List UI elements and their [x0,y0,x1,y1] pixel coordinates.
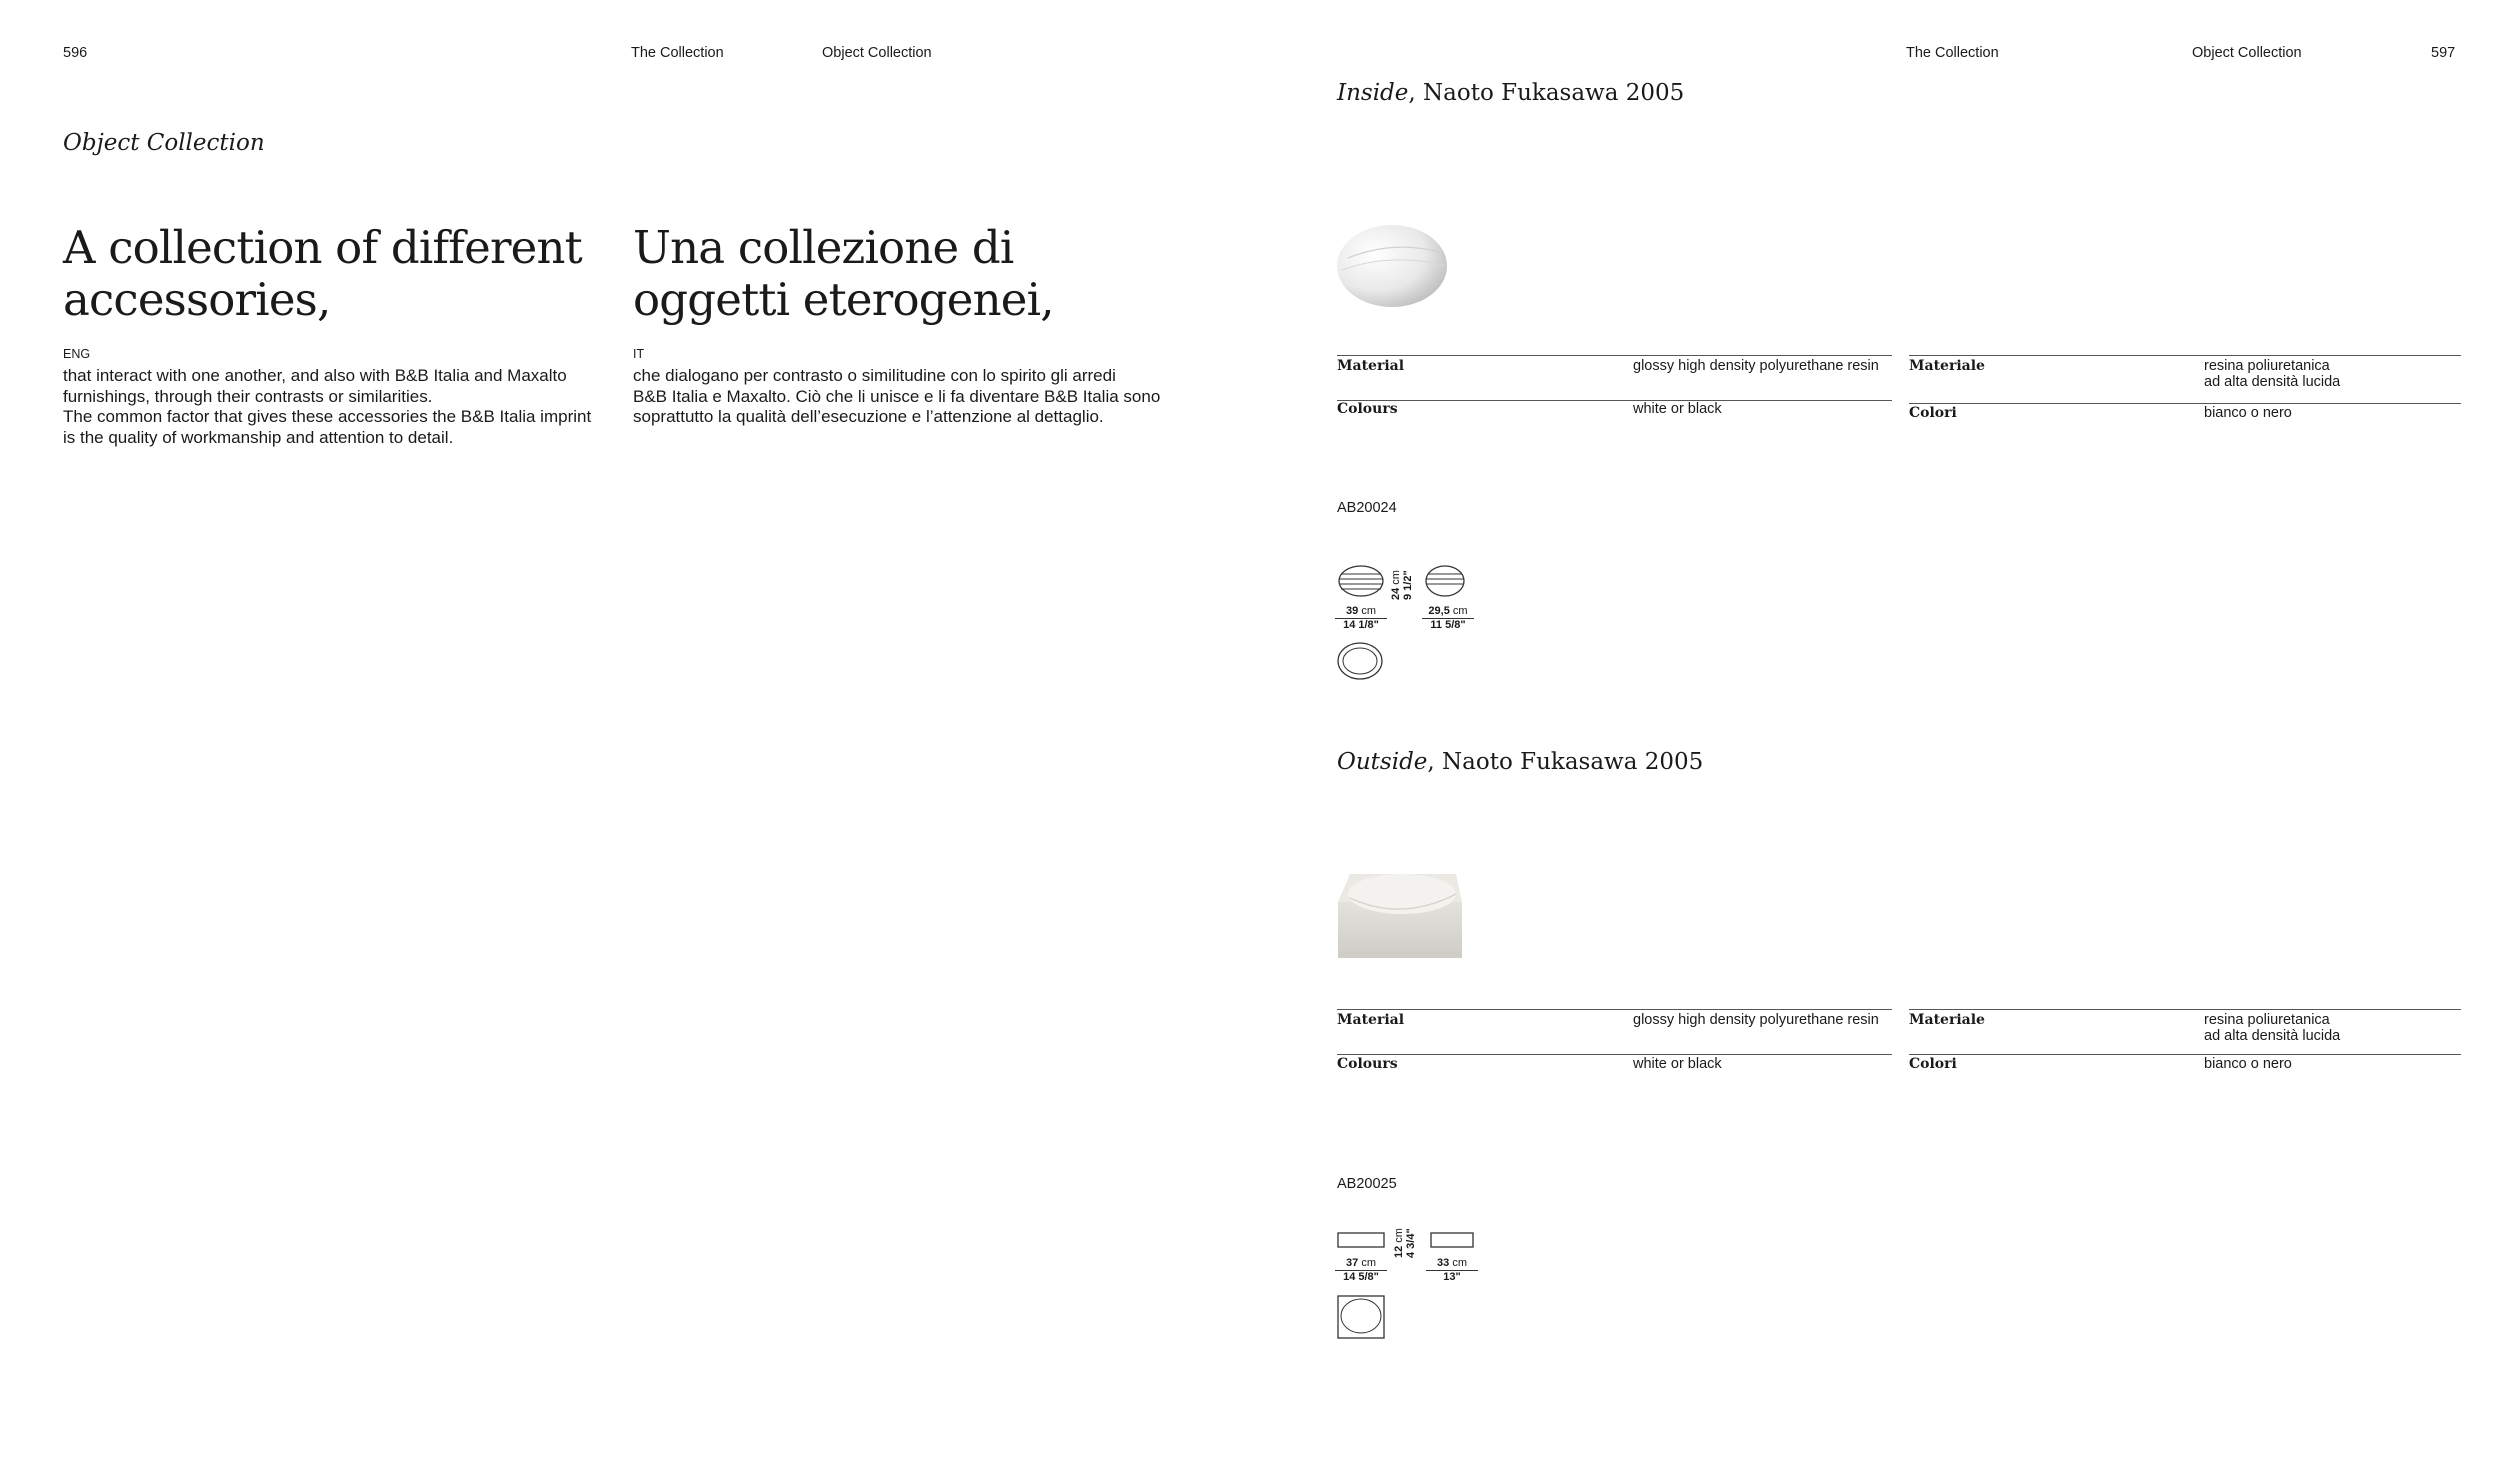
it-body-line3: soprattutto la qualità dell’esecuzione e l’attenzione al dettaglio. [633,407,1104,426]
section-label: Object Collection [63,130,265,156]
width-unit: cm [1361,605,1376,617]
colours-label: Colours [1337,401,1398,417]
materiale-value [2204,1012,2340,1044]
height-unit: cm [1390,570,1402,585]
product-title-inside [1337,80,1684,106]
height-cm: 24 [1390,587,1402,600]
width-in: 14 5/8" [1343,1271,1379,1283]
materiale-value-line2: ad alta densità lucida [2204,374,2341,390]
product-code: AB20024 [1337,500,1397,516]
depth-in: 13" [1443,1271,1461,1283]
materiale-value-line1: resina poliuretanica [2204,358,2330,374]
header-subsection-left: Object Collection [822,45,932,61]
it-body [633,366,1193,428]
it-heading-line1: Una collezione di [633,221,1014,274]
header-section-left: The Collection [631,45,724,61]
product-title-outside [1337,749,1703,775]
depth-cm: 33 [1437,1257,1450,1269]
front-view-drawing [1337,564,1385,603]
product-photo-outside [1336,872,1464,960]
materiale-value [2204,358,2340,390]
page-number-left: 596 [63,45,88,61]
height-cm: 12 [1393,1245,1405,1258]
side-view-drawing [1424,564,1466,603]
product-designer-year: , Naoto Fukasawa 2005 [1427,749,1704,775]
height-in: 9 1/2" [1402,570,1414,600]
material-value: glossy high density polyurethane resin [1633,358,1879,374]
product-designer-year: , Naoto Fukasawa 2005 [1408,80,1685,106]
top-view-drawing [1337,1295,1385,1344]
eng-lang-tag: ENG [63,347,91,361]
material-label: Material [1337,358,1405,374]
depth-dimension [1424,1257,1480,1283]
header-section-right: The Collection [1906,45,1999,61]
depth-unit: cm [1452,605,1468,617]
spec-rule [1909,1009,2461,1010]
spec-rule [1337,355,1892,356]
it-body-line2: B&B Italia e Maxalto. Ciò che li unisce e li fa diventare B&B Italia sono [633,386,1161,406]
page-number-right: 597 [2431,45,2456,61]
materiale-label: Materiale [1909,1012,1985,1028]
colori-label: Colori [1909,405,1957,421]
materiale-value-line2: ad alta densità lucida [2204,1028,2341,1044]
width-unit: cm [1361,1257,1376,1269]
height-in: 4 3/4" [1405,1228,1417,1258]
eng-body-line1: that interact with one another, and also with B&B Italia and Maxalto [63,366,567,385]
it-column [633,222,1173,326]
eng-body-line2: furnishings, through their contrasts or similarities. [63,386,433,406]
material-value: glossy high density polyurethane resin [1633,1012,1879,1028]
it-heading-line2: oggetti eterogenei, [633,273,1054,326]
colori-value: bianco o nero [2204,405,2292,421]
spec-rule [1909,355,2461,356]
side-view-drawing [1430,1232,1474,1253]
eng-heading-line2: accessories, [63,273,331,326]
front-view-drawing [1337,1232,1385,1253]
width-cm: 37 [1346,1257,1359,1269]
eng-body [63,366,623,448]
depth-unit: cm [1452,1257,1467,1269]
colours-label: Colours [1337,1056,1398,1072]
colours-value: white or black [1633,401,1722,417]
colours-value: white or black [1633,1056,1722,1072]
materiale-value-line1: resina poliuretanica [2204,1012,2330,1028]
height-dimension [1390,562,1420,600]
product-code: AB20025 [1337,1176,1397,1192]
header-subsection-right: Object Collection [2192,45,2302,61]
height-dimension [1393,1224,1423,1258]
product-name: Outside [1337,749,1428,775]
eng-heading [63,222,603,326]
eng-heading-line1: A collection of different [63,221,582,274]
product-photo-inside [1336,222,1448,308]
material-label: Material [1337,1012,1405,1028]
it-heading [633,222,1173,326]
spec-rule [1337,400,1892,401]
eng-body-line3: The common factor that gives these accessories the B&B Italia imprint [63,407,592,426]
height-unit: cm [1393,1228,1405,1243]
eng-column [63,222,603,326]
it-body-line1: che dialogano per contrasto o similitudine con lo spirito gli arredi [633,366,1116,385]
width-dimension [1333,605,1389,631]
it-lang-tag: IT [633,347,645,361]
colori-value: bianco o nero [2204,1056,2292,1072]
depth-in: 11 5/8" [1430,619,1466,631]
spec-rule [1909,403,2461,404]
eng-body-line4: is the quality of workmanship and attention to detail. [63,427,454,447]
colori-label: Colori [1909,1056,1957,1072]
materiale-label: Materiale [1909,358,1985,374]
width-in: 14 1/8" [1343,619,1379,631]
depth-dimension [1420,605,1476,631]
depth-cm: 29,5 [1428,605,1450,617]
top-view-drawing [1337,642,1383,685]
width-dimension [1333,1257,1389,1283]
product-name: Inside [1337,80,1409,106]
spec-rule [1337,1054,1892,1055]
width-cm: 39 [1346,605,1359,617]
spec-rule [1337,1009,1892,1010]
spec-rule [1909,1054,2461,1055]
